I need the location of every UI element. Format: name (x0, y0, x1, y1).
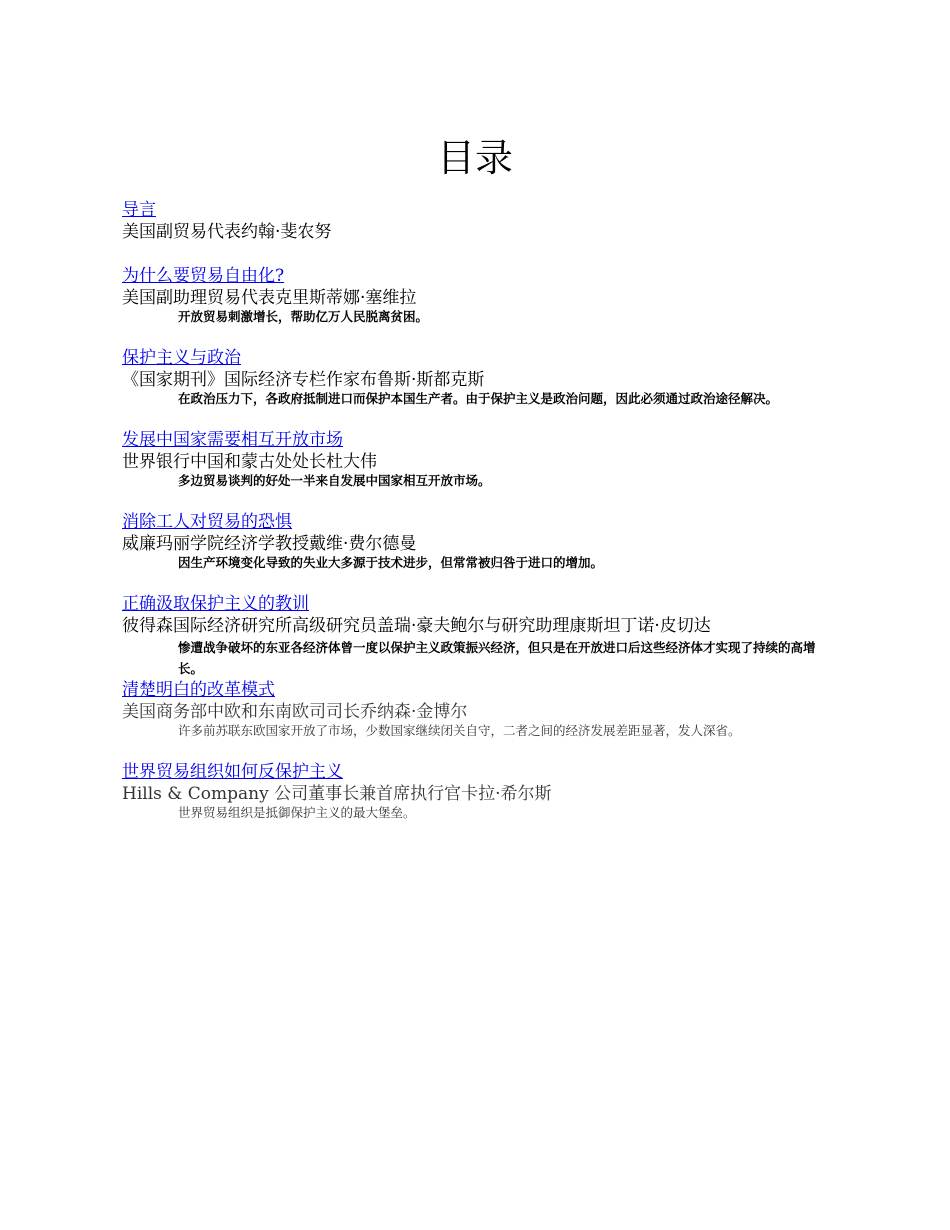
toc-author: 美国副助理贸易代表克里斯蒂娜·塞维拉 (122, 288, 417, 308)
toc-link-reform-model[interactable]: 清楚明白的改革模式 (122, 680, 275, 700)
toc-entry-reform-model (122, 679, 832, 739)
table-of-contents (122, 199, 832, 821)
toc-entry-protectionism-politics (122, 347, 832, 407)
spacer (122, 571, 832, 593)
toc-author: Hills & Company 公司董事长兼首席执行官卡拉·希尔斯 (122, 784, 552, 804)
toc-author: 美国副贸易代表约翰·斐农努 (122, 222, 332, 242)
spacer (122, 489, 832, 511)
toc-summary: 世界贸易组织是抵御保护主义的最大堡垒。 (178, 805, 416, 820)
spacer (122, 407, 832, 429)
toc-link-protectionism-politics[interactable]: 保护主义与政治 (122, 348, 241, 368)
toc-summary: 惨遭战争破坏的东亚各经济体曾一度以保护主义政策振兴经济，但只是在开放进口后这些经济体才实现了持续的高增长。 (178, 640, 816, 676)
toc-summary: 多边贸易谈判的好处一半来自发展中国家相互开放市场。 (178, 473, 491, 488)
toc-link-developing-countries[interactable]: 发展中国家需要相互开放市场 (122, 430, 343, 450)
toc-author: 威廉玛丽学院经济学教授戴维·费尔德曼 (122, 534, 417, 554)
spacer (122, 325, 832, 347)
toc-author: 世界银行中国和蒙古处处长杜大伟 (122, 452, 377, 472)
toc-entry-lessons (122, 593, 832, 679)
toc-link-lessons[interactable]: 正确汲取保护主义的教训 (122, 594, 309, 614)
toc-author: 美国商务部中欧和东南欧司司长乔纳森·金博尔 (122, 702, 468, 722)
toc-summary: 在政治压力下，各政府抵制进口而保护本国生产者。由于保护主义是政治问题，因此必须通过政治途径解决。 (178, 391, 779, 406)
page-title: 目录 (436, 136, 513, 180)
toc-entry-why-liberalize (122, 265, 832, 325)
toc-entry-worker-fears (122, 511, 832, 571)
toc-author: 《国家期刊》国际经济专栏作家布鲁斯·斯都克斯 (122, 370, 485, 390)
spacer (122, 243, 832, 265)
toc-entry-wto (122, 761, 832, 821)
toc-link-wto[interactable]: 世界贸易组织如何反保护主义 (122, 762, 343, 782)
toc-summary: 开放贸易刺激增长，帮助亿万人民脱离贫困。 (178, 309, 429, 324)
spacer (122, 739, 832, 761)
toc-summary: 许多前苏联东欧国家开放了市场，少数国家继续闭关自守，二者之间的经济发展差距显著，发人深省。 (178, 723, 741, 738)
toc-entry-introduction (122, 199, 832, 243)
toc-link-worker-fears[interactable]: 消除工人对贸易的恐惧 (122, 512, 292, 532)
toc-entry-developing-countries (122, 429, 832, 489)
toc-author: 彼得森国际经济研究所高级研究员盖瑞·豪夫鲍尔与研究助理康斯坦丁诺·皮切达 (122, 616, 711, 636)
toc-summary: 因生产环境变化导致的失业大多源于技术进步，但常常被归咎于进口的增加。 (178, 555, 604, 570)
toc-link-why-liberalize[interactable]: 为什么要贸易自由化? (122, 266, 285, 286)
toc-link-introduction[interactable]: 导言 (122, 200, 156, 220)
